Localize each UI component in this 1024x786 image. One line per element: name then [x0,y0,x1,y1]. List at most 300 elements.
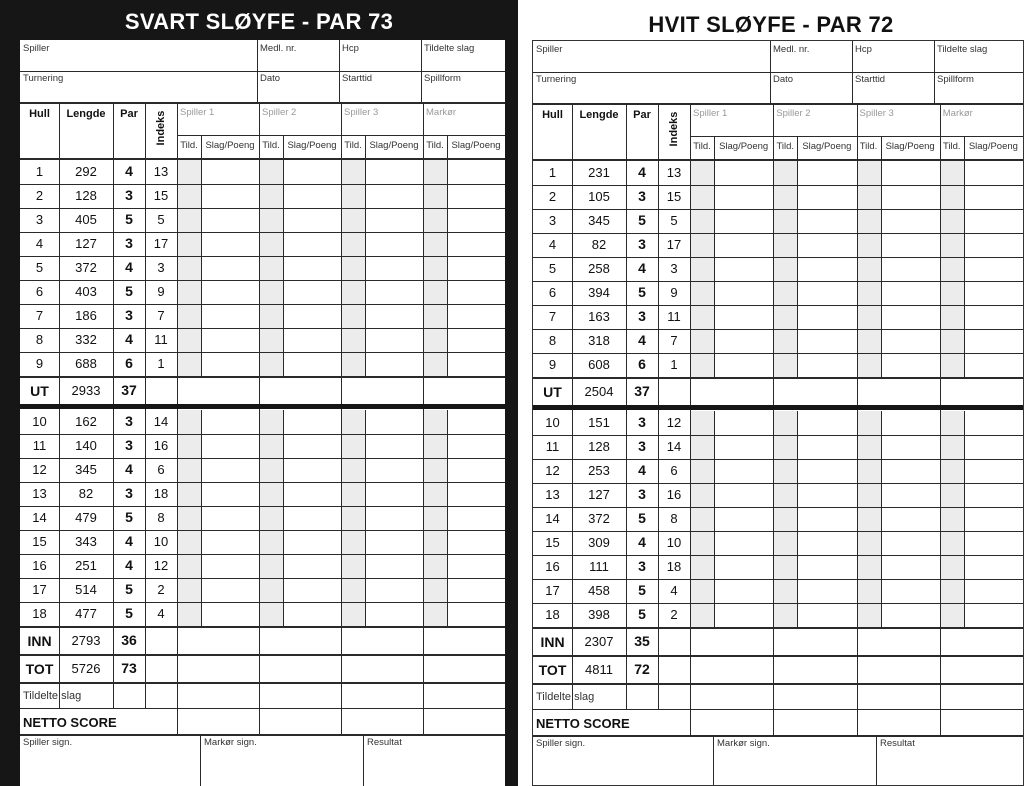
resultat-label: Resultat [367,737,402,748]
hole-par: 3 [638,188,646,204]
hole-index: 6 [670,463,678,478]
hole-index: 1 [157,356,165,371]
tild-shade [341,410,365,626]
hole-number: 16 [545,559,560,574]
hole-par: 3 [125,413,133,429]
hole-index: 15 [666,189,682,204]
hole-number: 7 [35,308,44,323]
rule-line [533,531,1023,532]
info-label-dato: Dato [260,73,281,84]
hole-length: 394 [588,285,610,300]
rule-line [283,410,284,626]
tild-header: Tild. [180,140,198,151]
hole-length: 398 [588,607,610,622]
hole-length: 111 [589,559,609,574]
player-header-2: Spiller 2 [262,107,297,118]
hole-index: 6 [157,462,165,477]
slag-poeng-header: Slag/Poeng [968,141,1018,152]
rule-line [257,40,258,102]
rule-line [533,377,1023,379]
player-header-4: Markør [942,108,973,119]
rule-line [533,459,1023,460]
rule-line [20,158,505,160]
hole-length: 292 [75,164,97,179]
rule-line [533,353,1023,354]
rule-line [533,735,1023,737]
spiller-sign-label: Spiller sign. [536,738,586,749]
rule-line [20,232,505,233]
rule-line [363,734,364,786]
hole-par: 4 [638,260,646,276]
hole-length: 372 [588,511,610,526]
hole-number: 5 [35,260,44,275]
rule-line [533,159,1023,161]
hole-index: 15 [153,188,169,203]
hole-index: 17 [153,236,169,251]
player-header-1: Spiller 1 [693,108,728,119]
hole-index: 10 [666,535,682,550]
tild-header: Tild. [859,141,878,152]
hole-index: 10 [153,534,169,549]
slag-poeng-header: Slag/Poeng [802,141,852,152]
hole-index: 9 [670,285,678,300]
slag-poeng-header: Slag/Poeng [369,140,419,151]
tild-shade [690,161,714,377]
hole-par: 4 [125,331,133,347]
tild-shade [940,411,964,627]
inn-length: 2793 [71,633,101,648]
hole-length: 186 [75,308,97,323]
hole-index: 8 [157,510,165,525]
info-label-hcp: Hcp [855,44,872,55]
slag-poeng-header: Slag/Poeng [287,140,337,151]
rule-line [447,410,448,626]
hole-index: 8 [670,511,678,526]
hole-index: 16 [666,487,682,502]
rule-line [533,709,1023,710]
hole-index: 5 [157,212,165,227]
hole-number: 2 [35,188,44,203]
hole-par: 3 [638,414,646,430]
rule-line [20,578,505,579]
tild-shade [773,161,797,377]
hole-par: 5 [638,284,646,300]
hole-length: 345 [75,462,97,477]
tot-label: TOT [25,661,54,677]
rule-line [533,507,1023,508]
inn-label: INN [540,634,565,650]
tildelte-slag-row-label: Tildelte slag [536,691,595,703]
info-label-turnering: Turnering [536,74,577,85]
tild-header: Tild. [693,141,711,152]
rule-line [533,72,1023,73]
rule-line [365,410,366,626]
hole-index: 4 [157,606,165,621]
card-title: SVART SLØYFE - PAR 73 [124,9,394,34]
lengde-header: Lengde [66,108,106,120]
hole-index: 18 [153,486,169,501]
hole-par: 5 [638,212,646,228]
hole-index: 9 [157,284,165,299]
par-header: Par [120,108,138,120]
rule-line [690,683,691,735]
rule-line [857,105,858,683]
hole-length: 128 [588,439,610,454]
info-label-spillform: Spillform [424,73,461,84]
slag-poeng-header: Slag/Poeng [885,141,935,152]
rule-line [881,411,882,627]
hole-number: 4 [548,237,557,252]
tild-shade [177,160,201,376]
hole-par: 4 [125,163,133,179]
hole-index: 7 [670,333,678,348]
slag-poeng-header: Slag/Poeng [451,140,501,151]
hole-par: 3 [125,307,133,323]
hole-par: 4 [125,461,133,477]
rule-line [533,483,1023,484]
hole-index: 11 [667,309,681,324]
tild-shade [857,161,881,377]
rule-line [20,708,505,709]
hole-index: 1 [670,357,678,372]
hole-index: 12 [153,558,169,573]
hole-index: 17 [666,237,682,252]
hole-number: 12 [545,463,560,478]
hole-par: 4 [125,533,133,549]
hole-number: 15 [545,535,560,550]
tild-header: Tild. [942,141,961,152]
scorecard-form [532,40,1024,786]
tild-shade [259,410,283,626]
hole-length: 258 [588,261,610,276]
hole-number: 9 [35,356,44,371]
hole-par: 4 [638,534,646,550]
rule-line [533,305,1023,306]
hole-number: 11 [32,438,47,453]
hole-par: 5 [638,510,646,526]
hole-par: 5 [638,582,646,598]
hole-length: 82 [78,486,94,501]
rule-line [423,682,424,734]
hole-index: 4 [670,583,678,598]
hole-number: 8 [35,332,44,347]
hole-length: 105 [588,189,610,204]
tild-shade [940,161,964,377]
hole-length: 162 [75,414,97,429]
hole-length: 231 [588,165,610,180]
rule-line [857,683,858,735]
rule-line [259,682,260,734]
hole-length: 479 [75,510,97,525]
hole-index: 7 [157,308,165,323]
hole-length: 251 [75,558,97,573]
info-label-spillform: Spillform [937,74,974,85]
tot-length: 5726 [71,661,101,676]
rule-line [20,404,505,409]
tot-par: 72 [634,661,650,677]
info-label-tildelte-slag: Tildelte slag [937,44,988,55]
slag-poeng-header: Slag/Poeng [719,141,769,152]
hole-index: 13 [153,164,169,179]
info-label-medl-nr: Medl. nr. [260,43,297,54]
hole-length: 345 [588,213,610,228]
hole-number: 3 [35,212,44,227]
hole-number: 13 [545,487,560,502]
hole-number: 9 [548,357,557,372]
tild-shade [690,411,714,627]
info-label-hcp: Hcp [342,43,359,54]
par-header: Par [633,109,651,121]
info-label-turnering: Turnering [23,73,64,84]
rule-line [20,184,505,185]
tild-shade [177,410,201,626]
inn-length: 2307 [584,634,614,649]
hole-number: 15 [32,534,47,549]
rule-line [533,627,1023,629]
hole-length: 343 [75,534,97,549]
rule-line [259,104,260,682]
hole-par: 5 [125,509,133,525]
hole-par: 3 [638,438,646,454]
hole-number: 14 [545,511,560,526]
tild-shade [423,160,447,376]
rule-line [797,411,798,627]
hole-number: 1 [35,164,44,179]
rule-line [421,40,422,102]
rule-line [20,280,505,281]
rule-line [20,530,505,531]
hole-number: 5 [548,261,557,276]
hole-par: 3 [125,437,133,453]
rule-line [533,257,1023,258]
hole-length: 318 [588,333,610,348]
rule-line [20,506,505,507]
spiller-sign-label: Spiller sign. [23,737,73,748]
rule-line [20,304,505,305]
player-header-1: Spiller 1 [180,107,215,118]
hole-index: 14 [153,414,169,429]
hole-number: 7 [548,309,557,324]
ut-par: 37 [634,383,650,399]
rule-line [940,105,941,683]
tot-length: 4811 [585,662,613,677]
hole-length: 688 [75,356,97,371]
markor-sign-label: Markør sign. [717,738,770,749]
hole-length: 309 [588,535,610,550]
player-header-2: Spiller 2 [776,108,811,119]
info-label-starttid: Starttid [342,73,373,84]
hole-index: 3 [157,260,165,275]
scorecard-form [20,40,505,786]
markor-sign-label: Markør sign. [204,737,257,748]
rule-line [20,208,505,209]
rule-line [533,555,1023,556]
hole-number: 10 [32,414,47,429]
lengde-header: Lengde [579,109,619,121]
hole-number: 12 [32,462,47,477]
info-label-starttid: Starttid [855,74,886,85]
hole-par: 5 [125,211,133,227]
inn-par: 36 [121,632,137,648]
rule-line [533,579,1023,580]
rule-line [533,103,1023,105]
hole-length: 514 [75,582,97,597]
hole-number: 3 [548,213,557,228]
tild-shade [773,411,797,627]
hole-length: 372 [75,260,97,275]
player-header-3: Spiller 3 [859,108,894,119]
rule-line [20,482,505,483]
rule-line [533,209,1023,210]
info-label-medl-nr: Medl. nr. [773,44,810,55]
hole-index: 12 [666,415,682,430]
hole-par: 3 [125,187,133,203]
resultat-label: Resultat [880,738,915,749]
rule-line [533,435,1023,436]
rule-line [20,328,505,329]
hole-length: 608 [588,357,610,372]
rule-line [533,655,1023,657]
hole-par: 3 [125,485,133,501]
hole-length: 253 [588,463,610,478]
rule-line [341,682,342,734]
hole-number: 6 [35,284,44,299]
hole-length: 477 [75,606,97,621]
hull-header: Hull [29,108,50,120]
inn-par: 35 [634,633,650,649]
rule-line [533,281,1023,282]
rule-line [20,352,505,353]
rule-line [533,603,1023,604]
rule-line [533,683,1023,685]
hole-number: 8 [548,333,557,348]
hole-index: 2 [670,607,678,622]
hole-par: 3 [638,558,646,574]
hole-par: 4 [125,259,133,275]
rule-line [177,682,178,734]
hole-index: 11 [154,332,168,347]
rule-line [20,434,505,435]
hole-par: 3 [125,235,133,251]
tildelte-slag-row-label: Tildelte slag [23,690,82,702]
tild-shade [857,411,881,627]
player-header-4: Markør [426,107,457,118]
hole-par: 3 [638,308,646,324]
rule-line [20,102,505,104]
info-label-spiller: Spiller [23,43,50,54]
hole-number: 1 [548,165,557,180]
rule-line [20,734,505,736]
tild-shade [341,160,365,376]
slag-poeng-header: Slag/Poeng [205,140,255,151]
rule-line [339,40,340,102]
hole-number: 17 [545,583,560,598]
rule-line [876,735,877,786]
rule-line [20,654,505,656]
rule-line [20,458,505,459]
info-label-tildelte-slag: Tildelte slag [424,43,475,54]
rule-line [20,376,505,378]
ut-label: UT [30,383,49,399]
netto-score-label: NETTO SCORE [23,715,117,730]
inn-label: INN [27,633,52,649]
ut-par: 37 [121,382,137,398]
hole-par: 3 [638,486,646,502]
ut-label: UT [543,384,562,400]
rule-line [773,105,774,683]
hole-par: 6 [125,355,133,371]
rule-line [20,256,505,257]
rule-line [934,41,935,103]
hole-par: 4 [638,164,646,180]
rule-line [852,41,853,103]
rule-line [20,554,505,555]
rule-line [20,71,505,72]
tild-shade [259,160,283,376]
hole-number: 14 [32,510,47,525]
hole-number: 16 [32,558,47,573]
hole-index: 16 [153,438,169,453]
hole-par: 4 [638,462,646,478]
hole-number: 18 [32,606,47,621]
rule-line [20,626,505,628]
rule-line [533,185,1023,186]
hole-number: 2 [548,189,557,204]
rule-line [201,410,202,626]
hole-length: 403 [75,284,97,299]
hole-length: 127 [588,487,610,502]
hole-number: 11 [545,439,560,454]
info-label-dato: Dato [773,74,794,85]
rule-line [20,602,505,603]
hole-par: 6 [638,356,646,372]
hole-number: 6 [548,285,557,300]
rule-line [713,735,714,786]
ut-length: 2504 [584,384,614,399]
rule-line [773,683,774,735]
tild-shade [423,410,447,626]
hole-number: 13 [32,486,47,501]
hole-number: 10 [545,415,560,430]
hole-index: 2 [157,582,165,597]
hole-length: 127 [75,236,97,251]
hole-par: 4 [638,332,646,348]
hole-par: 5 [125,283,133,299]
hole-length: 151 [588,415,610,430]
hole-index: 3 [670,261,678,276]
hole-index: 14 [666,439,682,454]
hull-header: Hull [542,109,563,121]
hole-par: 5 [125,581,133,597]
hole-par: 5 [125,605,133,621]
tild-header: Tild. [262,140,280,151]
tot-label: TOT [538,662,567,678]
rule-line [940,683,941,735]
hole-length: 128 [75,188,97,203]
hole-number: 18 [545,607,560,622]
info-label-spiller: Spiller [536,44,563,55]
hole-length: 82 [591,237,607,252]
rule-line [714,411,715,627]
hole-length: 332 [75,332,97,347]
rule-line [200,734,201,786]
hole-length: 405 [75,212,97,227]
card-title: HVIT SLØYFE - PAR 72 [648,12,894,37]
hole-index: 5 [670,213,678,228]
hole-length: 458 [588,583,610,598]
hole-par: 3 [638,236,646,252]
ut-length: 2933 [71,383,101,398]
